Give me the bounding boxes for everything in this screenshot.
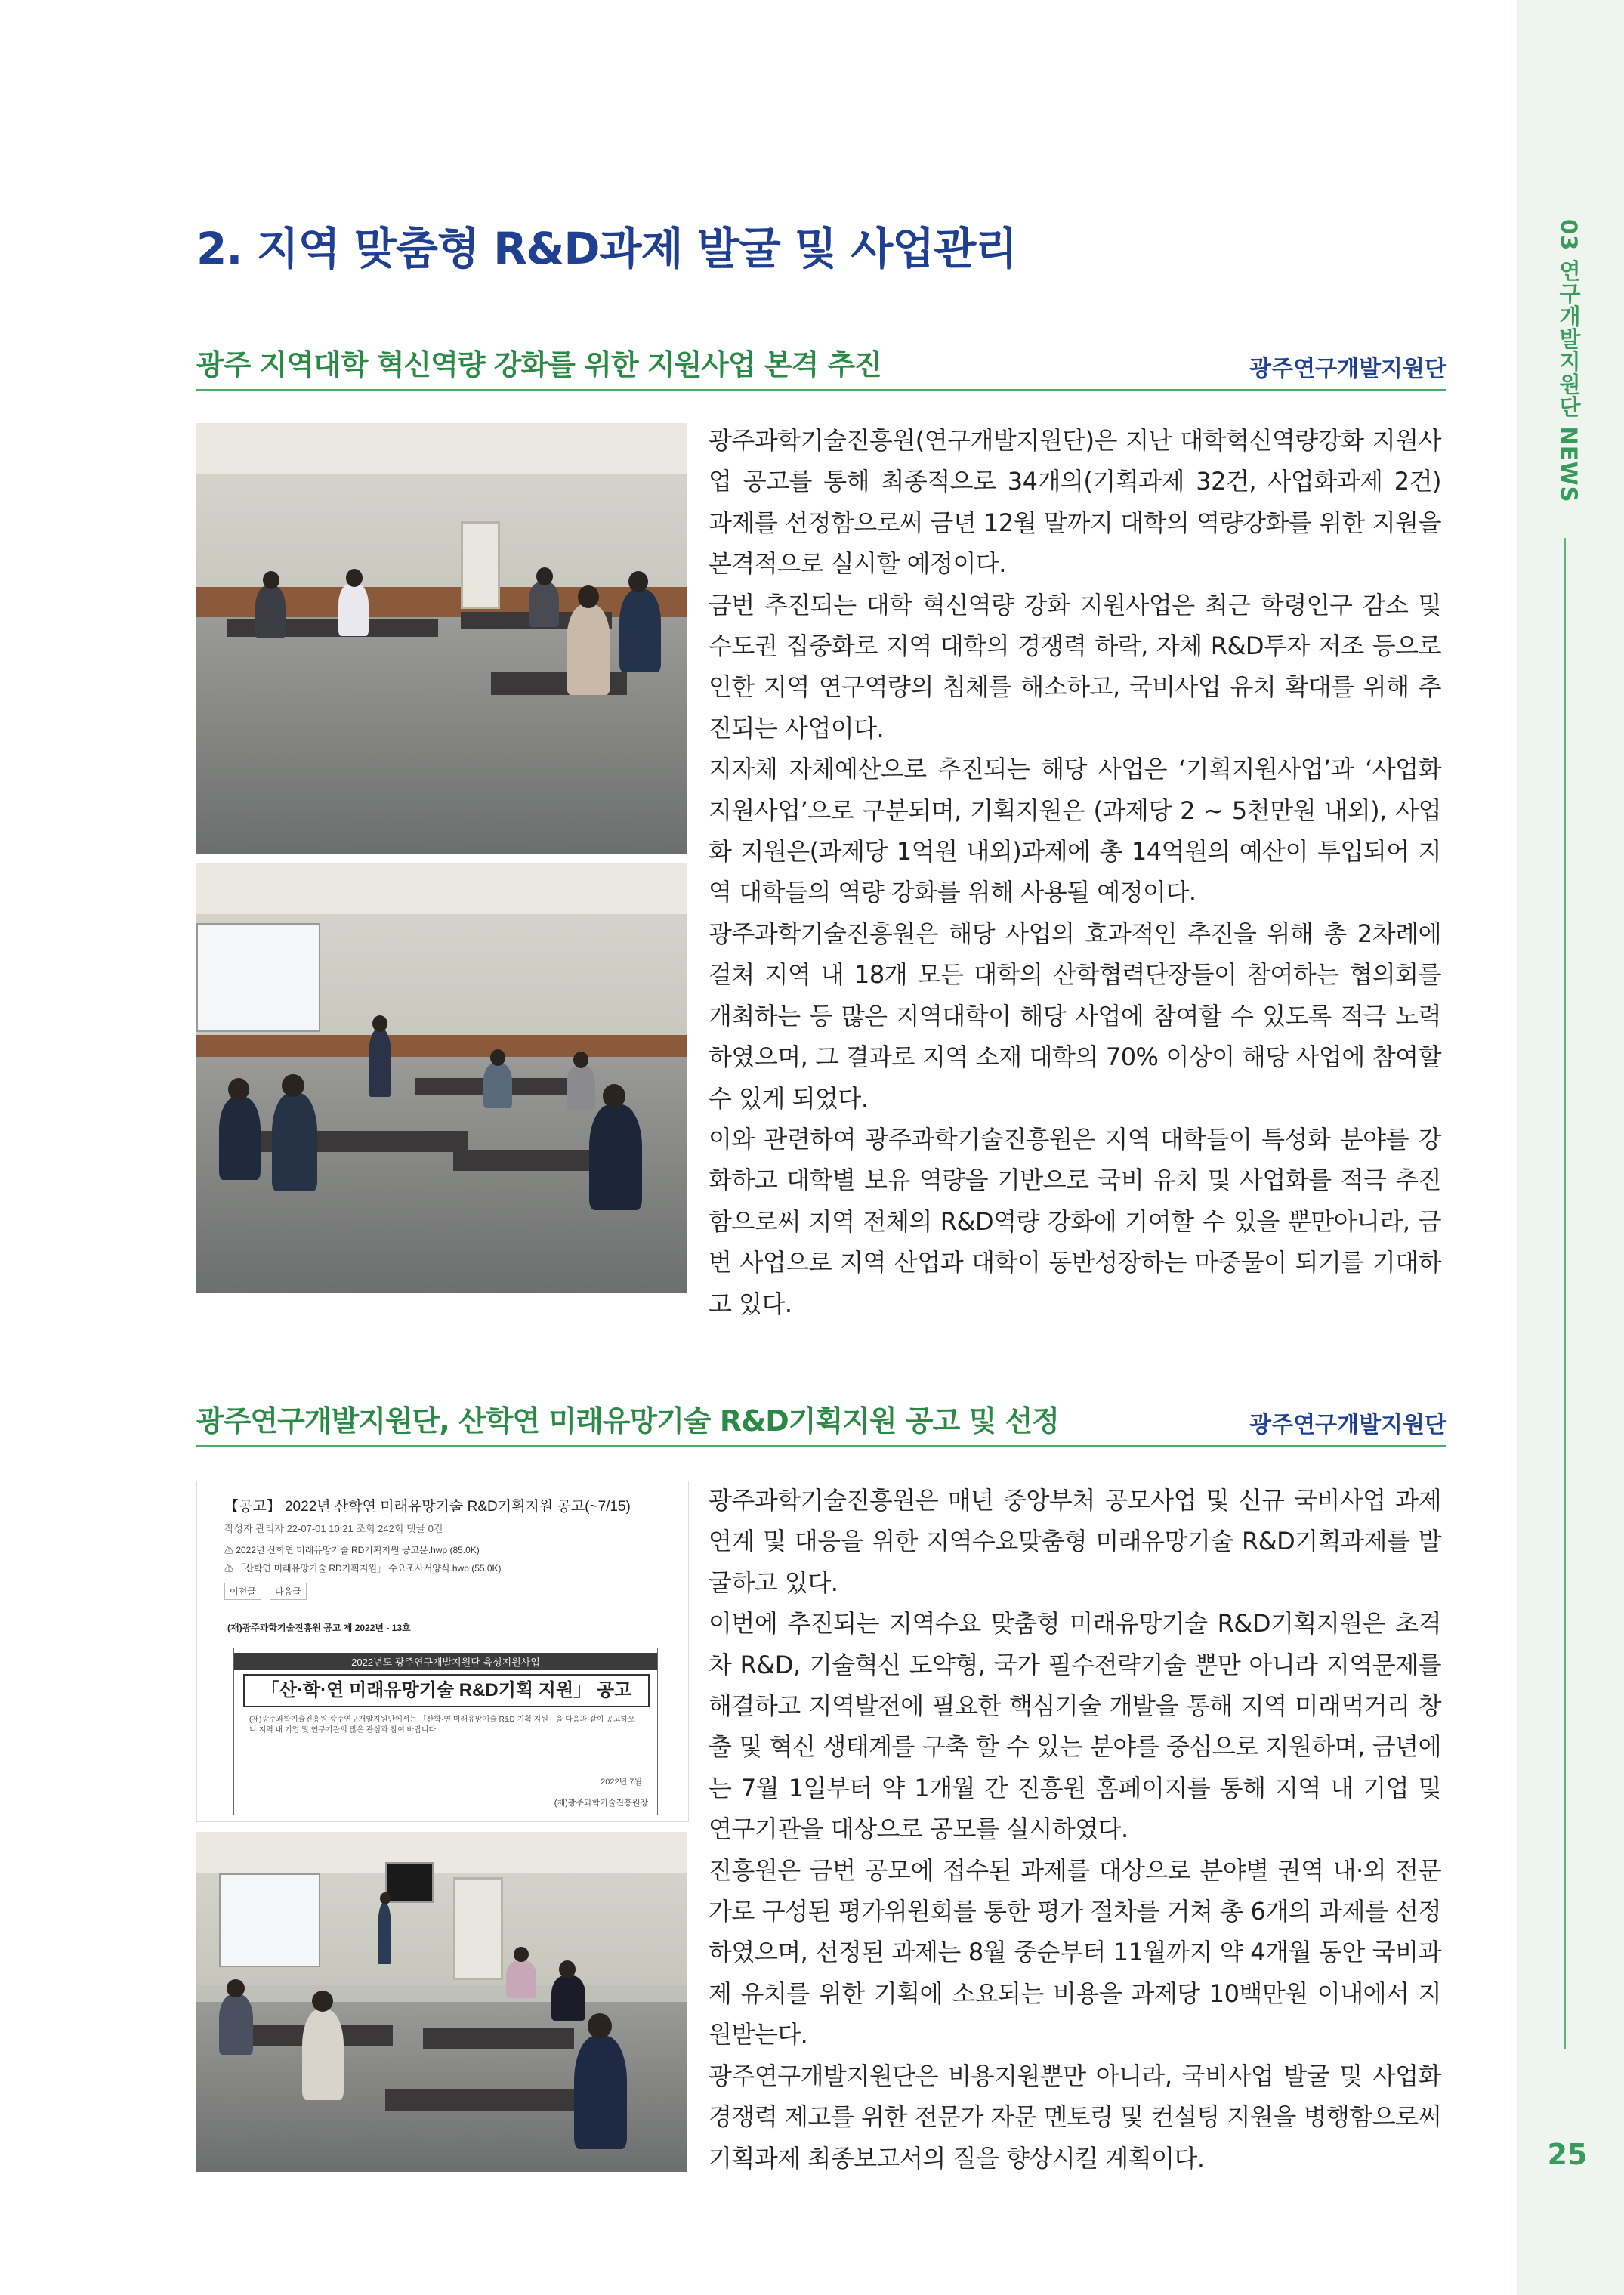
section1-paragraph: 광주과학기술진흥원은 해당 사업의 효과적인 추진을 위해 총 2차례에 걸쳐 지역 내 18개 모든 대학의 산학협력단장들이 참여하는 협의회를 개최하는 등 많은 지역대학이 해당 사업에 참여할 수 있도록 적극 노력하였으며, 그 결과로 지역 소재 대학의 70% 이상이 해당 사업에 참여할 수 있게 되었다.	[709, 919, 1441, 1113]
section2-paragraph: 광주연구개발지원단은 비용지원뿐만 아니라, 국비사업 발굴 및 사업화 경쟁력 제고를 위한 전문가 자문 멘토링 및 컨설팅 지원을 병행함으로써 기획과제 최종보고서의 질을 향상시킬 계획이다.	[709, 2061, 1441, 2173]
section1-title: 광주 지역대학 혁신역량 강화를 위한 지원사업 본격 추진	[196, 348, 881, 381]
notice-box-date: 2022년 7월	[601, 1778, 642, 1787]
section2-paragraph: 광주과학기술진흥원은 매년 중앙부처 공모사업 및 신규 국비사업 과제 연계 및 대응을 위한 지역수요맞춤형 미래유망기술 R&D기획과제를 발굴하고 있다.	[709, 1486, 1441, 1597]
notice-box-text: (재)광주과학기술진흥원 광주연구개발지원단에서는 「산학·연 미래유망기술 R&D 기획 지원」을 다음과 같이 공고하오니 지역 내 기업 및 연구기관의 많은 관심과 참여 바랍니다.	[249, 1716, 635, 1734]
section1-paragraph: 금번 추진되는 대학 혁신역량 강화 지원사업은 최근 학령인구 감소 및 수도권 집중화로 지역 대학의 경쟁력 하락, 자체 R&D투자 저조 등으로 인한 지역 연구역량의 침체를 해소하고, 국비사업 유치 확대를 위해 추진되는 사업이다.	[709, 590, 1441, 743]
notice-file: ⚠ 「산학연 미래유망기술 RD기획지원」 수요조사서양식.hwp (55.0K)	[224, 1563, 502, 1574]
section2-source: 광주연구개발지원단	[1249, 1412, 1446, 1438]
page-number: 25	[1547, 2138, 1588, 2171]
notice-box-subtitle: 2022년도 광주연구개발지원단 육성지원사업	[234, 1653, 657, 1670]
section1-paragraph: 이와 관련하여 광주과학기술진흥원은 지역 대학들이 특성화 분야를 강화하고 대학별 보유 역량을 기반으로 국비 유치 및 사업화를 적극 추진함으로써 지역 전체의 R&D역량 강화에 기여할 수 있을 뿐만아니라, 금번 사업으로 지역 산업과 대학이 동반성장하는 마중물이 되기를 기대하고 있다.	[709, 1124, 1441, 1318]
section2-body	[709, 1480, 1441, 2179]
meeting-photo-1	[196, 423, 687, 854]
section1-body	[709, 420, 1441, 1324]
next-post-button: 다음글	[270, 1583, 307, 1600]
prev-post-button: 이전글	[224, 1583, 261, 1600]
notice-meta: 작성자 관리자 22-07-01 10:21 조회 242회 댓글 0건	[224, 1523, 443, 1534]
section2-paragraph: 진흥원은 금번 공모에 접수된 과제를 대상으로 분야별 권역 내·외 전문가로 구성된 평가위원회를 통한 평가 절차를 거쳐 총 6개의 과제를 선정하였으며, 선정된 과제는 8월 중순부터 11월까지 약 4개월 동안 국비과제 유치를 위한 기획에 소요되는 비용을 과제당 10백만원 이내에서 지원받는다.	[709, 1855, 1441, 2049]
section1-paragraph: 지자체 자체예산으로 추진되는 해당 사업은 ‘기획지원사업’과 ‘사업화 지원사업’으로 구분되며, 기획지원은 (과제당 2 ~ 5천만원 내외), 사업화 지원은(과제당 1억원 내외)과제에 총 14억원의 예산이 투입되어 지역 대학들의 역량 강화를 위해 사용될 예정이다.	[709, 755, 1441, 907]
notice-box-heading: 「산·학·연 미래유망기술 R&D기획 지원」 공고	[243, 1674, 650, 1707]
page-title: 2. 지역 맞춤형 R&D과제 발굴 및 사업관리	[196, 223, 1017, 274]
notice-org-line: (재)광주과학기술진흥원 공고 제 2022년 - 13호	[227, 1623, 411, 1633]
section1-paragraph: 광주과학기술진흥원(연구개발지원단)은 지난 대학혁신역량강화 지원사업 공고를 통해 최종적으로 34개의(기획과제 32건, 사업화과제 2건) 과제를 선정함으로써 금년 12월 말까지 대학의 역량강화를 위한 지원을 본격적으로 실시할 예정이다.	[709, 426, 1441, 579]
notice-screenshot	[196, 1481, 689, 1822]
section1-source: 광주연구개발지원단	[1249, 356, 1446, 382]
notice-box	[233, 1648, 658, 1815]
notice-title: 【공고】 2022년 산학연 미래유망기술 R&D기획지원 공고(~7/15)	[224, 1499, 631, 1515]
section2-title: 광주연구개발지원단, 산학연 미래유망기술 R&D기획지원 공고 및 선정	[196, 1404, 1059, 1438]
notice-box-signature: (재)광주과학기술진흥원장	[554, 1799, 648, 1808]
section2-paragraph: 이번에 추진되는 지역수요 맞춤형 미래유망기술 R&D기획지원은 초격차 R&D, 기술혁신 도약형, 국가 필수전략기술 뿐만 아니라 지역문제를 해결하고 지역발전에 필요한 핵심기술 개발을 통해 지역 미래먹거리 창출 및 혁신 생태계를 구축 할 수 있는 분야를 중심으로 지원하며, 금년에는 7월 1일부터 약 1개월 간 진흥원 홈페이지를 통해 지역 내 기업 및 연구기관을 대상으로 공모를 실시하였다.	[709, 1609, 1441, 1844]
sidebar-divider	[1564, 538, 1566, 2049]
section1-header	[196, 344, 1446, 391]
notice-file: ⚠ 2022년 산학연 미래유망기술 RD기획지원 공고문.hwp (85.0K)	[224, 1545, 480, 1555]
section-label: 03 연구개발지원단 NEWS	[1556, 219, 1582, 503]
meeting-photo-2	[196, 863, 687, 1293]
meeting-photo-3	[196, 1832, 687, 2172]
section2-header	[196, 1400, 1446, 1447]
